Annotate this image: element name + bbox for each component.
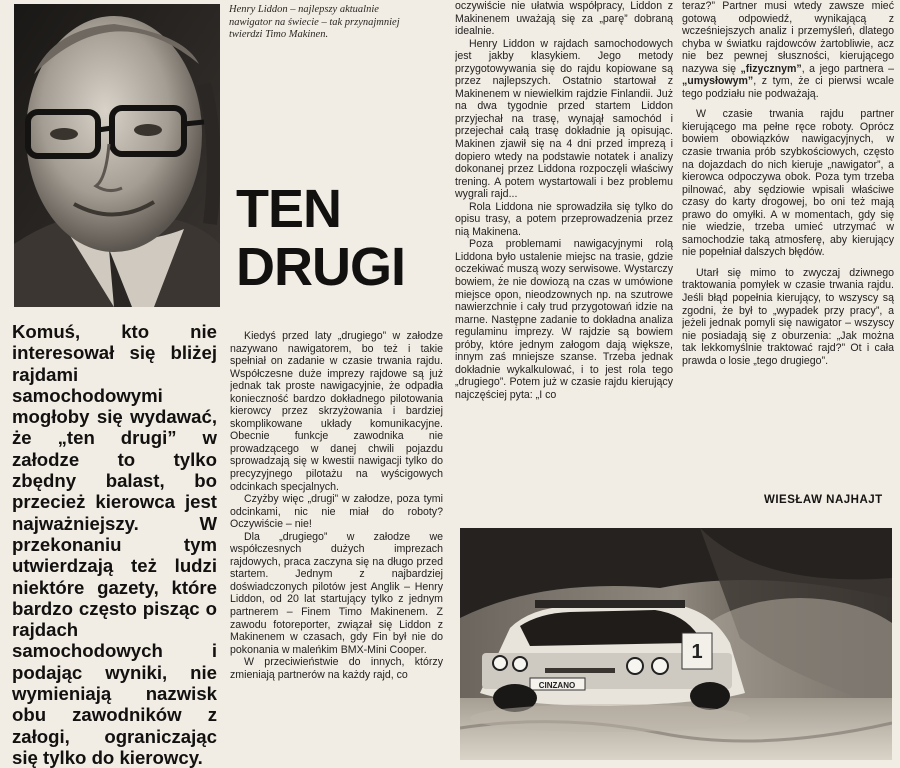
lead-paragraph: Komuś, kto nie interesował się bliżej rajdami samochodowymi mogłoby się wydawać, że „ten drugi” w załodze to tylko zbędny balast, bo przecież kierowca jest najważniejszy. W przekonaniu tym utwierdzają też ludzi niektóre gazety, które bardzo często pisząc o rajdach samochodowych i podając wyniki, nie wymieniają nazwisk obu zawodników z załogi, ograniczając się tylko do kierowcy.: [12, 321, 217, 768]
paragraph: [682, 0, 894, 100]
headline-line-1: TEN: [236, 179, 341, 239]
article-column-2: [455, 0, 673, 508]
paragraph: W czasie trwania rajdu partner kierującego ma pełne ręce roboty. Oprócz bowiem obowiązków nawigacyjnych, w czasie trwania prób szybkościowych, często na dojazdach do nich kieruje „nawigator”, a kierowca odpoczywa obok. Poza tym trzeba pilnować, aby sędziowie wpisali właściwe czasy do karty drogowej, bo oni też mają prawo do omyłki. A w momentach, gdy się nie wiedzie, trzeba umieć utrzymać w samochodzie taką atmosferę, aby kierujący nie popełniał dalszych błędów.: [682, 108, 894, 259]
rally-car-photo: [460, 528, 892, 760]
paragraph: Henry Liddon w rajdach samochodowych jest jakby klasykiem. Jego metody przygotowywania się do rajdu kopiowane są przez najlepszych. Ostatnio startował z Makinenem w niewielkim rajdzie Finlandii. Już na dwa tygodnie przed startem Liddon przyjechał na trasę, wynajął samochód i przejechał całą trasę dokładnie ją opisując. Makinen zjawił się na 4 dni przed imprezą i dopiero wtedy na podstawie notatek i analizy dokonanej przez Liddona rozpoczęli właściwy trening. A potem wystartowali i bez problemu wygrali rajd...: [455, 37, 673, 201]
paragraph: Rola Liddona nie sprowadziła się tylko do opisu trasy, a potem przeprowadzenia przez nią Makinena.: [455, 200, 673, 238]
emphasis-physical: „fizycznym”: [740, 62, 802, 75]
author-byline: WIESŁAW NAJHAJT: [764, 494, 883, 506]
man-portrait-icon: [14, 4, 220, 307]
emphasis-mental: „umysłowym”: [682, 75, 754, 88]
paragraph: W przeciwieństwie do innych, którzy zmieniają partnerów na każdy rajd, co: [230, 656, 443, 681]
text-span: , a jego partnera –: [801, 62, 894, 75]
paragraph: oczywiście nie ułatwia współpracy, Liddon z Makinenem uważają się za „parę” dobraną idealnie.: [455, 0, 673, 38]
paragraph: Czyżby więc „drugi” w załodze, poza tymi odcinkami, nic nie miał do roboty? Oczywiście – nie!: [230, 493, 443, 531]
paragraph: Utarł się mimo to zwyczaj dziwnego traktowania pomyłek w czasie trwania rajdu. Jeśli błąd popełnia kierujący, to wszyscy są zgodni, że był to „wypadek przy pracy”, a jeżeli jednak pomyli się nawigator – wszyscy nie posiadają się z oburzenia: „Jak można tak lekkomyślnie traktować rajd?” Ot i cała prawda o losie „tego drugiego”.: [682, 266, 894, 367]
article-column-1: [230, 330, 443, 766]
photo-caption: Henry Liddon – najlepszy aktualnie nawigator na świecie – tak przynajmniej twierdzi Timo Makinen.: [229, 4, 400, 40]
paragraph: Poza problemami nawigacyjnymi rolą Liddona było ustalenie miejsc na trasie, gdzie oczekiwać muszą wozy serwisowe. Wystarczy bowiem, że nie dowiozą na czas w umówione miejsce opon, nieodzownych np. na szutrowe nawierzchnie i cały trud przygotowań idzie na marne. Następne zadanie to dokładna analiza regulaminu imprezy. W rajdzie są bowiem próby, które jednym załogom dają większe, innym zaś mniejsze szanse. Trzeba jednak dokładnie wykalkulować, i to jest rola tego „drugiego”. Potem już w czasie rajdu kierujący najczęściej pyta: „I co: [455, 238, 673, 401]
article-column-3: [682, 0, 894, 470]
car-plate-text: CINZANO: [538, 681, 576, 690]
portrait-photo: [14, 4, 220, 307]
svg-text:1: 1: [691, 641, 703, 663]
headline: [236, 180, 436, 296]
text-span: teraz?” Partner musi wtedy zawsze mieć gotową odpowiedź, wynikającą z wcześniejszych analiz i przemyśleń, dlatego chyba w światku rajdowców żartobliwie, acz nie bez pewnej słuszności, kierującego nazywa się: [682, 0, 894, 75]
paragraph: Dla „drugiego” w załodze we współczesnych dużych imprezach rajdowych, praca zaczyna się na długo przed startem. Jednym z najbardziej doświadczonych pilotów jest Anglik – Henry Liddon, od 20 lat startujący tylko z jednym partnerem – Finem Timo Makinenem. Z zawodu fotoreporter, związał się Liddon z Makinenem w czasach, gdy Fin był nie do pokonania w maleńkim BMX-Mini Cooper.: [230, 530, 443, 656]
text-span: , z tym, że ci pierwsi wcale tego podziału nie podważają.: [682, 75, 894, 100]
paragraph: Kiedyś przed laty „drugiego” w załodze nazywano nawigatorem, bo też i takie spełniał on zadanie w czasie trwania rajdu. Współczesne duże imprezy rajdowe są już jednak tak proste nawigacyjnie, że odpadła konieczność bardzo dokładnego pilotowania kierowcy przez skrzyżowania i bardziej skomplikowane układy komunikacyjne. Obecnie funkcje zawodnika nie prowadzącego w danej chwili pojazdu sprowadzają się w kwestii nawigacji tylko do precyzyjnego pilotażu na wyścigowych odcinkach specjalnych.: [230, 330, 443, 493]
headline-line-2: DRUGI: [236, 237, 405, 297]
rally-car-photo-icon: [460, 528, 892, 760]
